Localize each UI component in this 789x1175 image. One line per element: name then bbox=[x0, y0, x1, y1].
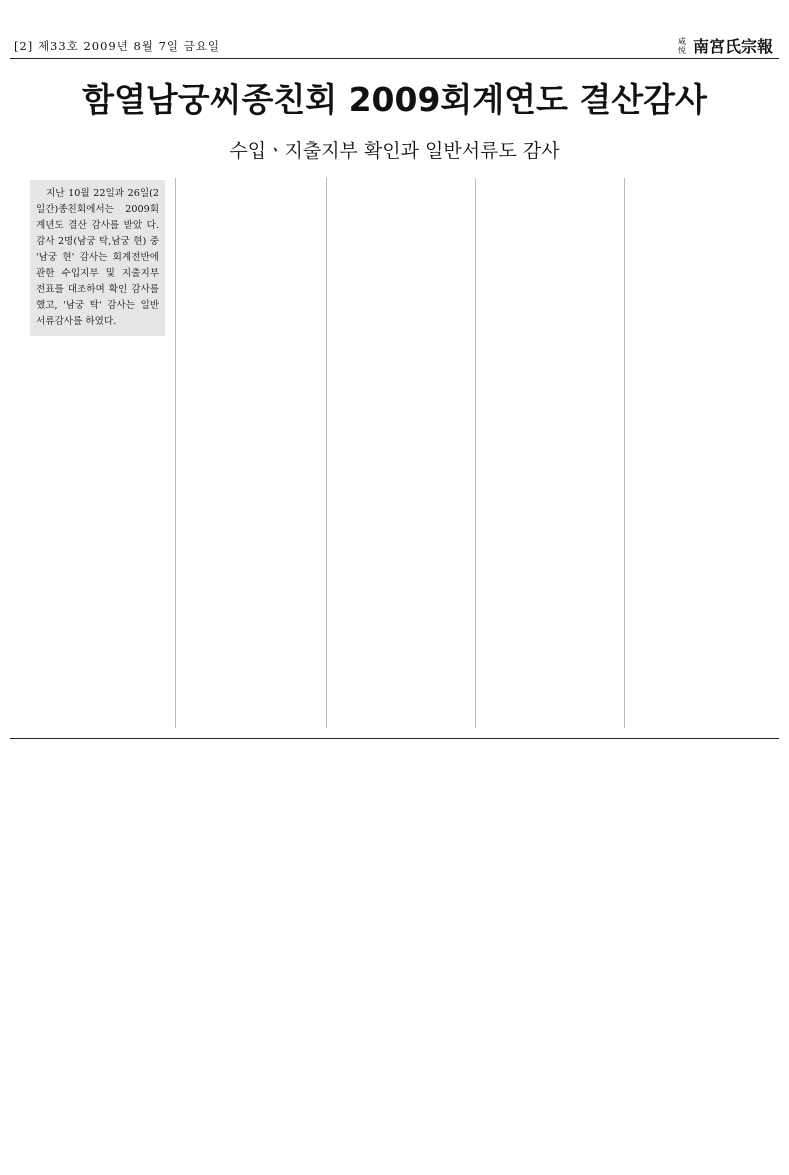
column-divider bbox=[475, 178, 476, 728]
column-divider bbox=[326, 178, 327, 728]
masthead-seal: 咸悦 bbox=[677, 36, 686, 55]
column-divider bbox=[624, 178, 625, 728]
header-rule bbox=[10, 58, 779, 59]
article1-col1 bbox=[30, 180, 165, 336]
masthead-title: 南宮氏宗報 bbox=[692, 37, 773, 56]
article1-summary: 지난 10월 22일과 26일(2일간)종친회에서는 2009회계년도 결산 감사를 받았 다. 감사 2명(남궁 탁,남궁 현) 중 '남궁 현' 감사는 회계전반에 관한 수입지부 및 지출지부 전표를 대조하며 확인 감사를 했고, '남궁 탁' 감사는 일반 서류감사를 하였다. bbox=[30, 180, 165, 336]
issue-date-line: [2] 제33호 2009년 8월 7일 금요일 bbox=[14, 39, 220, 53]
article1-subhead: 수입ㆍ지출지부 확인과 일반서류도 감사 bbox=[229, 140, 560, 162]
section-rule bbox=[10, 738, 779, 739]
masthead bbox=[677, 34, 773, 57]
article1-headline: 함열남궁씨종친회 2009회계연도 결산감사 bbox=[82, 80, 707, 119]
column-divider bbox=[175, 178, 176, 728]
